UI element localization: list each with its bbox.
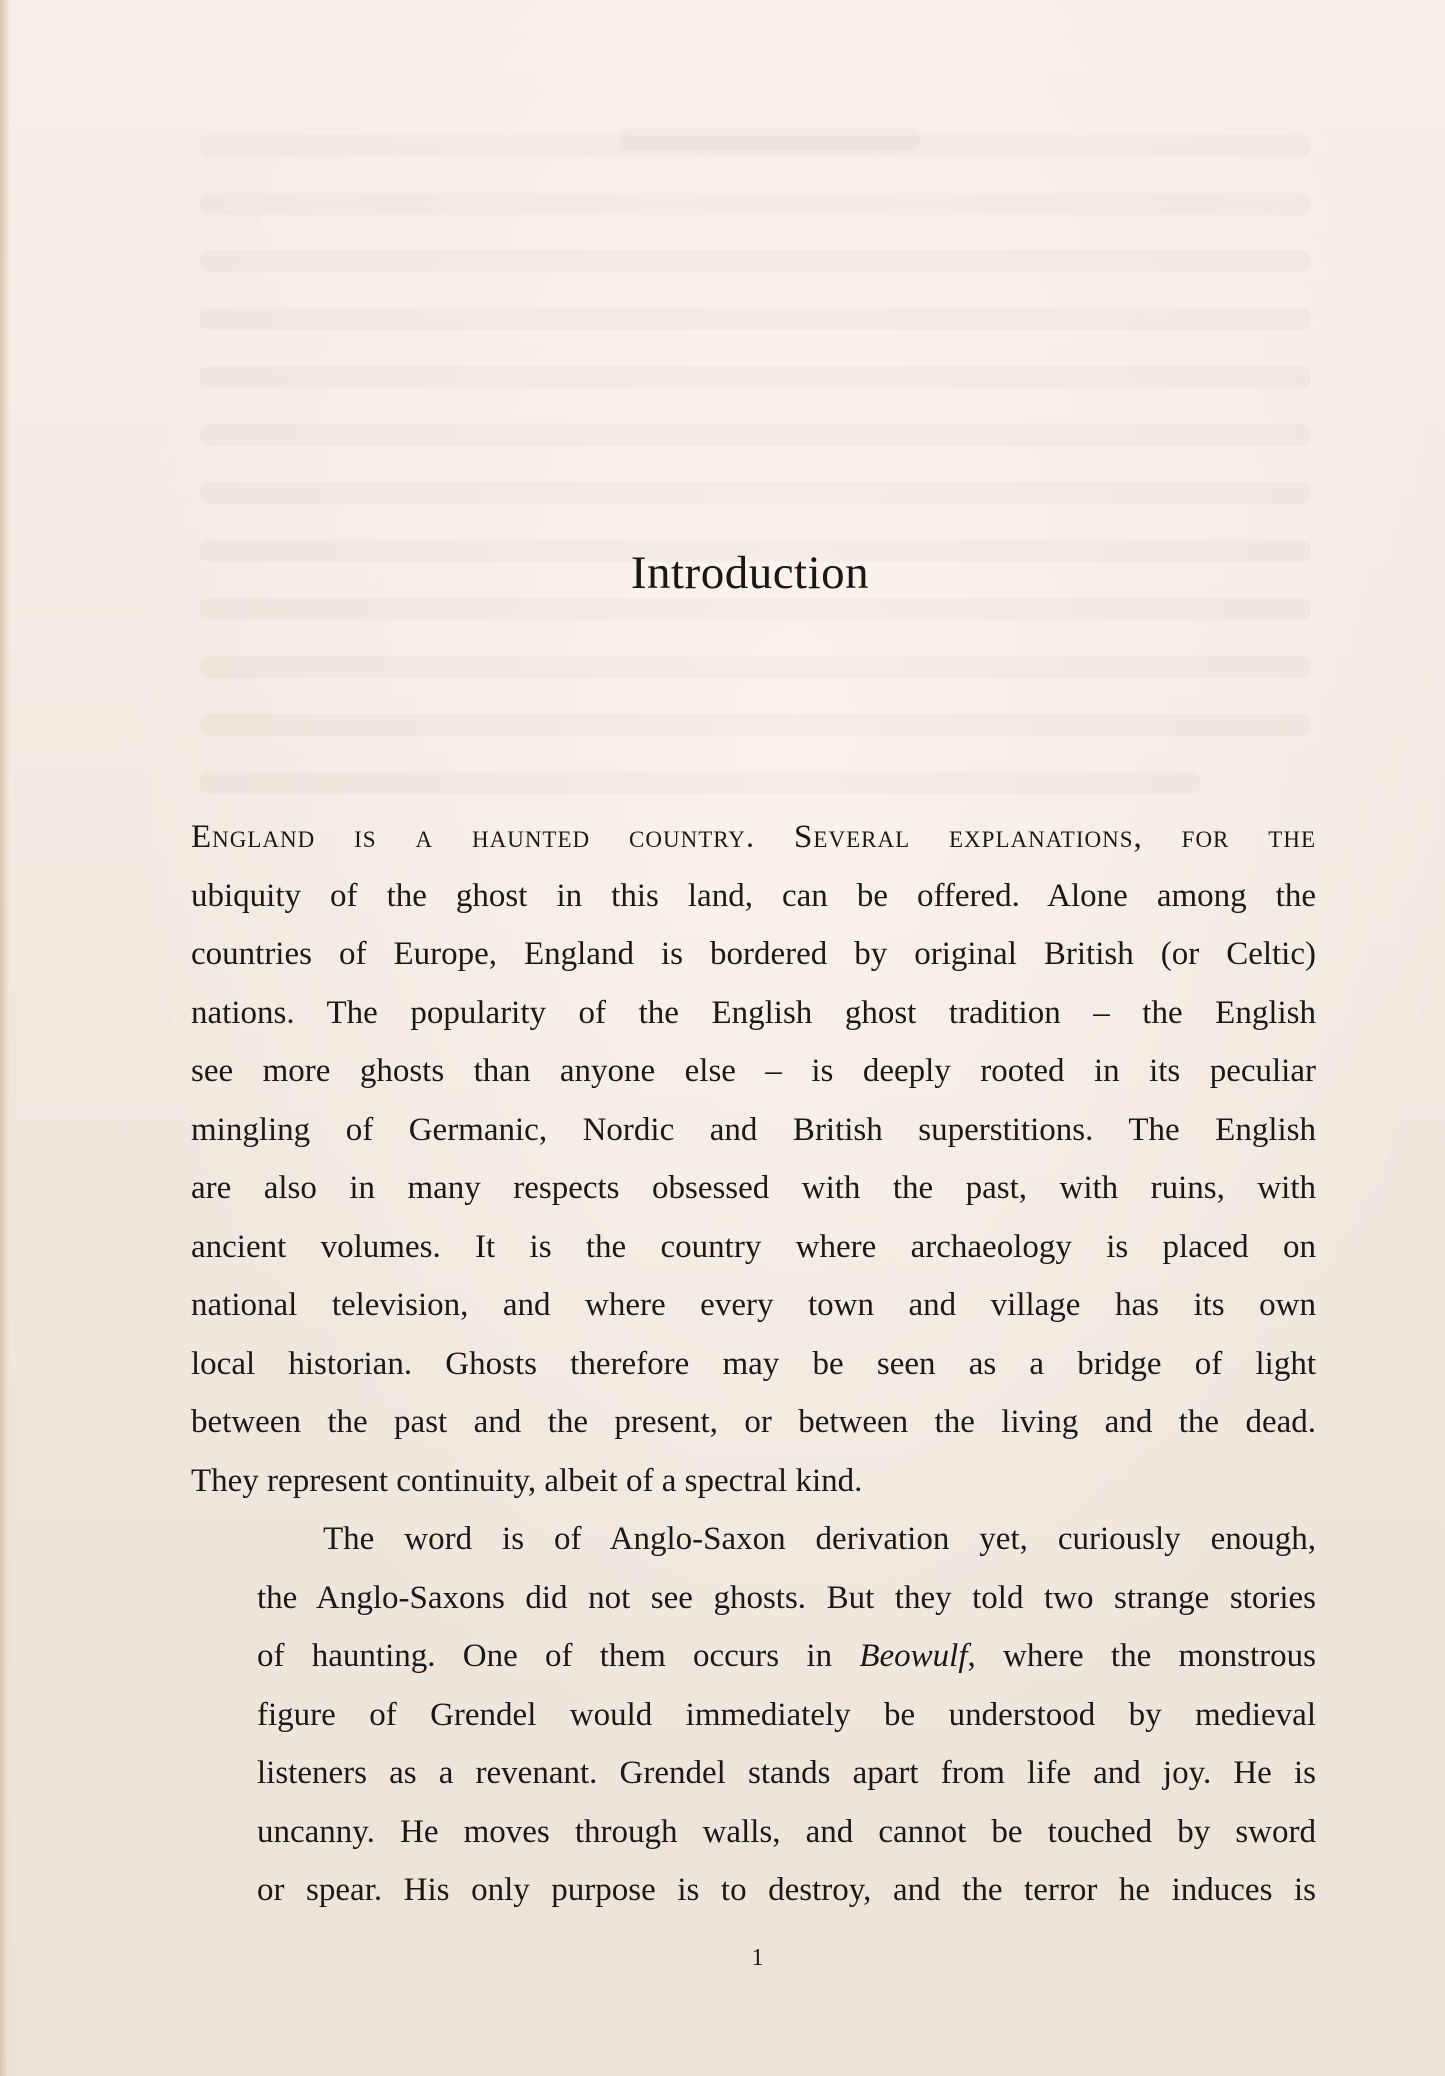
text-line: [191, 1159, 1316, 1218]
text-run: local historian. Ghosts therefore may be seen as a bridge of light: [191, 1345, 1316, 1382]
text-run: countries of Europe, England is bordered by original British (or Celtic): [191, 936, 1316, 972]
smallcaps-opening: England is a haunted country. Several explanations, for the: [191, 819, 1316, 855]
show-through-line: [200, 714, 1310, 736]
text-run: mingling of Germanic, Nordic and British superstitions. The English: [191, 1111, 1316, 1148]
show-through-line: [200, 135, 1310, 157]
text-line: [191, 1101, 1316, 1160]
text-run: ubiquity of the ghost in this land, can be offered. Alone among the: [191, 877, 1316, 914]
text-run: figure of Grendel would immediately be understood by medieval: [257, 1696, 1316, 1733]
text-run: national television, and where every town and village has its own: [191, 1287, 1316, 1323]
text-run: or spear. His only purpose is to destroy, and the terror he induces is: [257, 1872, 1316, 1908]
text-line: [191, 1803, 1316, 1862]
paragraph: [191, 808, 1316, 1510]
show-through-line: [200, 772, 1200, 794]
text-run: see more ghosts than anyone else – is deeply rooted in its peculiar: [191, 1053, 1316, 1089]
text-line: [191, 1686, 1316, 1745]
show-through-line: [200, 308, 1310, 330]
text-run: ancient volumes. It is the country where archaeology is placed on: [191, 1228, 1316, 1265]
text-run: listeners as a revenant. Grendel stands apart from life and joy. He is: [257, 1755, 1316, 1791]
text-line: [191, 1744, 1316, 1803]
text-run: uncanny. He moves through walls, and cannot be touched by sword: [257, 1813, 1316, 1850]
text-line: [191, 1276, 1316, 1335]
show-through-line: [200, 193, 1310, 215]
text-run: They represent continuity, albeit of a spectral kind.: [191, 1462, 863, 1499]
show-through-line: [200, 366, 1310, 388]
text-line: [191, 1569, 1316, 1628]
text-line: [191, 867, 1316, 926]
text-run: nations. The popularity of the English ghost tradition – the English: [191, 994, 1316, 1031]
show-through-line: [200, 656, 1310, 678]
chapter-title: Introduction: [630, 547, 870, 599]
page-gutter-edge: [0, 0, 10, 2076]
text-line: [191, 925, 1316, 984]
text-line: [191, 1452, 1316, 1511]
show-through-line: [200, 424, 1310, 446]
text-line: [191, 1627, 1316, 1686]
text-run: are also in many respects obsessed with the past, with ruins, with: [191, 1170, 1316, 1206]
show-through-line: [200, 598, 1310, 620]
text-line: [191, 1510, 1316, 1569]
paragraph: [191, 1510, 1316, 1920]
text-line: [191, 984, 1316, 1043]
italic-title: Beowulf: [859, 1638, 968, 1674]
text-run: The word is of Anglo-Saxon derivation yet, curiously enough,: [323, 1521, 1316, 1557]
show-through-line: [200, 250, 1310, 272]
text-run: , where the monstrous: [967, 1638, 1316, 1674]
text-line: [191, 1335, 1316, 1394]
text-line: [191, 1393, 1316, 1452]
text-run: the Anglo-Saxons did not see ghosts. But they told two strange stories: [257, 1579, 1316, 1616]
chapter-body: [191, 808, 1316, 1920]
text-line: [191, 1042, 1316, 1101]
page-number: 1: [751, 1945, 764, 1971]
text-line: [191, 808, 1316, 867]
text-line: [191, 1218, 1316, 1277]
text-run: of haunting. One of them occurs in: [257, 1638, 860, 1674]
show-through-line: [200, 482, 1310, 504]
text-run: between the past and the present, or between the living and the dead.: [191, 1404, 1316, 1440]
text-line: [191, 1861, 1316, 1920]
